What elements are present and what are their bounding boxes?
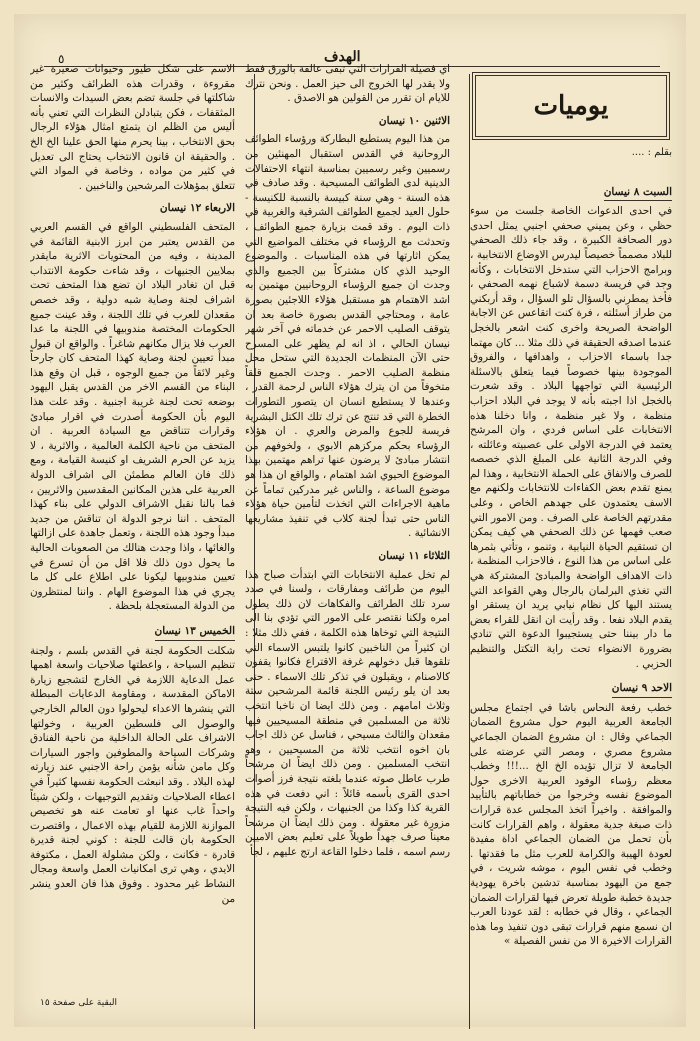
title-banner — [472, 72, 670, 140]
entry-date: الثلاثاء ١١ نيسان — [378, 550, 450, 562]
entry-date: الاحد ٩ نيسان — [612, 681, 672, 698]
column-right — [470, 62, 672, 951]
entry-text: الاسم على شكل طيور وحيوانات صغيرة غير مقروءة ، وقدرات هذه الطرائف وكثير من شاكلتها في جلسة تضم بعض السيدات والانسات المثقفات ، فكن يتبادلن النظرات التي تعني بأنه أليس من الظلم ان يتمتع امثال هؤلاء الرجال بحق الانتخاب ، بينا يحرم منها الحق علينا الخ الخ . والحقيقة ان قانون الانتخاب يحتاج الى تعديل في كثير من مواده ، وخاصة في المواد التي تتعلق بمؤهلات المرشحين والناخبين . — [30, 63, 235, 192]
continuation-note: البقية على صفحة ١٥ — [40, 998, 117, 1008]
byline: بقلم : .... — [631, 147, 672, 158]
entry-date: السبت ٨ نيسان — [604, 185, 672, 202]
article-title: يوميات — [533, 90, 609, 121]
entry-text: من هذا اليوم يستطيع البطاركة ورؤساء الطوائف الروحانية في القدس استقبال المهنئين من رسميين وغير رسميين بمناسبة انتهاء الاحتفالات الدينية لدى الطوائف المسيحية . وقد صادف في هذه السنة - وهي سنة كبيسة بالنسبة للكنيسة - حلول العيد لجميع الطوائف الشرقية والغربية في ذات اليوم . وقد قمت بزيارة جميع الطوائف ، وتحدثت مع الرؤساء في مختلف المواضيع التي يمكن اثارتها في هذه المناسبات . والموضوع الوحيد الذي كان مشتركاً بين الجميع والذي وجدت ان جميع الرؤساء الروحانيين مهتمين به اشد الاهتمام هو مستقبل هؤلاء اللاجئين بصورة عامة ، ومحتاجي القدس بصورة خاصة بعد ان يتوقف الصليب الاحمر عن خدماته في آخر شهر نيسان الحالي ، اذ انه لم يظهر على المسرح حتى الآن المنظمات الجديدة التي ستحل محل منظمة الصليب الاحمر . وجدت الجميع قلقاً متخوفاً من ان يترك هؤلاء الناس لرحمة القدر ، وعندها لا يستطيع انسان ان يتصور التطورات الخطرة التي قد تنتج عن ترك تلك الكتل البشرية فريسة للجوع والمرض والعري . ان هؤلاء الرؤساء بحكم مركزهم الابوي ، ولخوفهم من انتشار مبادئ لا يرضون عنها تراهم مهتمين بهذا الموضوع الحيوي اشد اهتمام ، والواقع ان هذا هو موضوع الساعة ، والناس غير مدركين تماماً عن ماهية الاجراءات التي اتخذت لتأمين حياة هؤلاء الناس حتى تبدأ لجنة كلاب في تنفيذ مشاريعها الانشائية . — [245, 133, 450, 540]
newspaper-name: الهدف — [324, 49, 361, 65]
entry-text: خطب رفعة النحاس باشا في اجتماع مجلس الجامعة العربية اليوم حول مشروع الضمان الجماعي وقال : ان مشروع الضمان الجماعي مشروع مصري ، ومصر التي عرضته على الجامعة لا تزال تؤيده الخ الخ ...!!! وخطب معظم رؤساء الوفود العربية الاخرى حول الموضوع نفسه وخرجوا من خطاباتهم بالتأييد والموافقة . واخيراً اتخذ المجلس عدة قرارات ذات صبغة جدية معقولة ، واهم القرارات كانت بأن تحمل من الضمان الجماعي اداة مفيدة لعودة الهيبة والكرامة للعرب مثل ما فقدتها . وخطب في نفس اليوم ، موشه شريت ، في جمع من اليهود بمناسبة تدشين باخرة يهودية جديدة خطبة طويلة تعرض فيها لقرارات الضمان الجماعي ، وقال في خطابه : لقد عودنا العرب ان نسمع منهم قرارات تبقى دون تنفيذ وما هذه القرارات الاخيرة الا من نفس الفصيلة » — [470, 701, 672, 948]
entry-text: شكلت الحكومة لجنة في القدس بلسم ، ولجنة تنظيم السياحة ، واعطتها صلاحيات واسعة اهمها عمل الدعاية اللازمة في الخارج لتشجيع زيارة الاماكن المقدسة ، ومقاومة الدعايات المبطلة التي ينشرها الاعداء ليحولوا دون العالم الخارجي والوصول الى فلسطين العربية ، وخولتها الاشراف على الحالة الداخلية من ناحية الفنادق وشركات السياحة والمطوفين واجور السيارات وكل مامن شأنه يؤمن راحة الاجنبي عند زيارته لهذه البلاد . وقد انبعثت الحكومة نفسها كثيراً في اعطاء الصلاحيات وتقديم التوجيهات ، ولكن شيئاً واحداً غاب عنها او تعامت عنه هو تخصيص الموازنة اللازمة للقيام بهذه الاعمال ، واقتصرت الحكومة بان قالت للجنة : كوني لجنة قديرة قادرة - فكانت ، ولكن مشلولة العمل ، مكتوفة الايدي ، وهي ترى امكانيات العمل واسعة ومجال النشاط غير محدود . وفوق هذا فان العدو ينشر من — [30, 644, 235, 905]
column-middle — [245, 62, 450, 861]
entry-text: في احدى الدعوات الخاصة جلست من سوء حظي ، وعن يميني صحفي اجنبي يمثل احدى دور الصحافة الكبيرة ، وقد جاء ذلك الصحفي للبلاد مصمماً خصيصاً ليدرس الاوضاع الانتخابية ، وبرامج الاحزاب التي ستدخل الانتخابات ، وكأنه وجد في فريسة دسمة لاشباع نهمه الصحفي ، فأخذ يمطرني بالسؤال تلو السؤال ، وقد أربكني من طراز أسئلته ، فرة كنت اتقاعس عن الاجابة الواضحة الصريحة واخرى كنت اشعر بالخجل عندما اصدقه الحقيقة في ذلك مثلا ... كان مهتما جدا باسماء الاحزاب ، واهدافها ، والفروق الموجودة بينها خصوصاً فيما يتعلق بالاسئلة الرئيسية التي تواجهها البلاد . وقد شعرت بالخجل اذا اجبته بأنه لا يوجد في البلاد احزاب منظمة ، ولا غير منظمة ، وانا دخلنا هذه الانتخابات على اساس فردي ، وان المرشح يعتمد في الدرجة الاولى على عصبيته وعائلته ، وفي الدرجة الثانية على المبلغ الذي خصصه للصرف والانفاق على الحملة الانتخابية ، وهذا لم يمنع تقدم بعض الكفاءات للانتخابات ولكنهم مع الاسف يعتمدون على جهدهم الخاص ، وعلى مقدرتهم الخاصة على الصرف . ومن الامور التي صعب فهمها عن ذلك الصحفي هي كيف يمكن ان تستقيم الحياة النيابية ، وتنمو ، وتأتي بثمرها على اساس من هذا النوع ، فالاحزاب المنظمة ، ذات الاهداف الواضحة والمبادئ المشتركة هي التي تغذي البرلمان بالرجال وهي القواعد التي يستند اليها كل نظام نيابي يريد ان يستقر او يقدم البلاد نفعا . وقد رأيت ان انقل للقراء بعض ما دار بيننا حتى يستجيبوا الدعوة التي تنادي بضرورة الانضواء تحت راية التكتل والتنظيم الحزبي . — [470, 205, 672, 670]
entry-text: المتحف الفلسطيني الواقع في القسم العربي من القدس يعتبر من ابرز الابنية القائمة في المدينة ، وفيه من المحتويات الاثرية مايقدر بملايين الجنيهات ، وقد شاءت حكومة الانتداب قبل ان تغادر البلاد ان تضع هذا المتحف تحت اشراف لجنة وصاية شبه دولية ، وقد خصص مقعدان للعرب في تلك اللجنة ، وقد عينت جميع الحكومات المختصة مندوبيها في اللجنة ما عدا العرب فلا يزال مكانهم شاغراً . والواقع ان قبول مبدأ تعيين لجنة وصاية كهذا المتحف كان جارحاً وغير لائقاً من جميع الوجوه ، قبل ان وقع هذا البناء من القسم الاخر من القدس يقبل اليهود بوضعه تحت لجنة غريبة اجنبية . وقد علت هذا اليوم بأن الحكومة أصدرت في اقرار مبادئ وقرارات تتناقض مع السيادة العربية . ان المتحف من ناحية الكلمة العالمية ، والاثرية ، لا يزيد عن الحرم الشريف او كنيسة القيامة ، ومع ذلك فان العالم مطمئن الى اشراف الدولة العربية على هذين المكانين المقدسين والاثريين ، فما بالنا نقبل الاشراف الدولي على بناء كهذا المتحف . اننا نرجو الدولة ان تناقش من جديد مبدأ وجود هذه اللجنة ، وتعمل جاهدة على ازالتها والغائها ، واذا وجدت هنالك من الصعوبات الحالية ما يحول دون ذلك فلا اقل من أن تسرع في تعيين مندوبيها ليكونا على اطلاع على كل ما يجري في هذا الموضوع الهام . واننا لمنتظرون من الدولة المستعجلة بلحظة . — [30, 220, 235, 613]
entry-text: لم تخل عملية الانتخابات التي ابتدأت صباح هذا اليوم من طرائف ومفارقات ، ولسنا في صدد سرد تلك الطرائف والفكاهات لان ذلك يطول امره ولكنا نقتصر على الامور التي تؤدي بنا الى النتيجة التي توخاها هذه الكلمة ، ففي ذلك مثلا : ان كثيراً من الناخبين كانوا يلتبس الاسماء التي تلقوها قبل دخولهم غرفة الاقتراع فكانوا يقفون كالاصنام ، ويقبلون في تذكر تلك الاسماء . حتى بعد ان يلو رئيس اللجنة قائمة المرشحين ستة وثلاث امامهم . ومن ذلك ايضا ان ناخبا انتخب ثلاثة من المسلمين في منطقة المسيحيين فيها مقعدان والثالث مسيحي ، فناسل عن ذلك اجاب بان اخوه انتخب ثلاثة من المسيحيين ، وهو انتخب المسلمين . ومن ذلك ايضاً ان مرشحاً طرب عاطل صوته عندما بلغته نتيجة فرز أصوات احدى القرى بأسمه قائلاً : اني دفعت في هذه القرية كذا وكذا من الجنيهات ، ولكن فيه النتيجة مزورة غير معقولة . ومن ذلك ايضاً ان مرشحاً معيناً صرف جهداً طويلاً على تعليم بعض الاميين رسم اسمه ، فلما دخلوا القاعة ارتج عليهم ، لجأ — [245, 568, 450, 858]
entry-date: الخميس ١٣ نيسان — [155, 624, 236, 641]
page-number: ٥ — [58, 52, 65, 66]
entry-date: الاربعاء ١٢ نيسان — [159, 202, 235, 215]
column-left — [30, 62, 235, 908]
entry-date: الاثنين ١٠ نيسان — [378, 114, 450, 127]
entry-text: اي فصيلة القرارات التي تبقى عالقة بالورق فقط ولا يقدر لها الخروج الى حيز العمل . ونحن نترك للايام ان تقرر من القولين هو الاصدق . — [245, 63, 450, 105]
